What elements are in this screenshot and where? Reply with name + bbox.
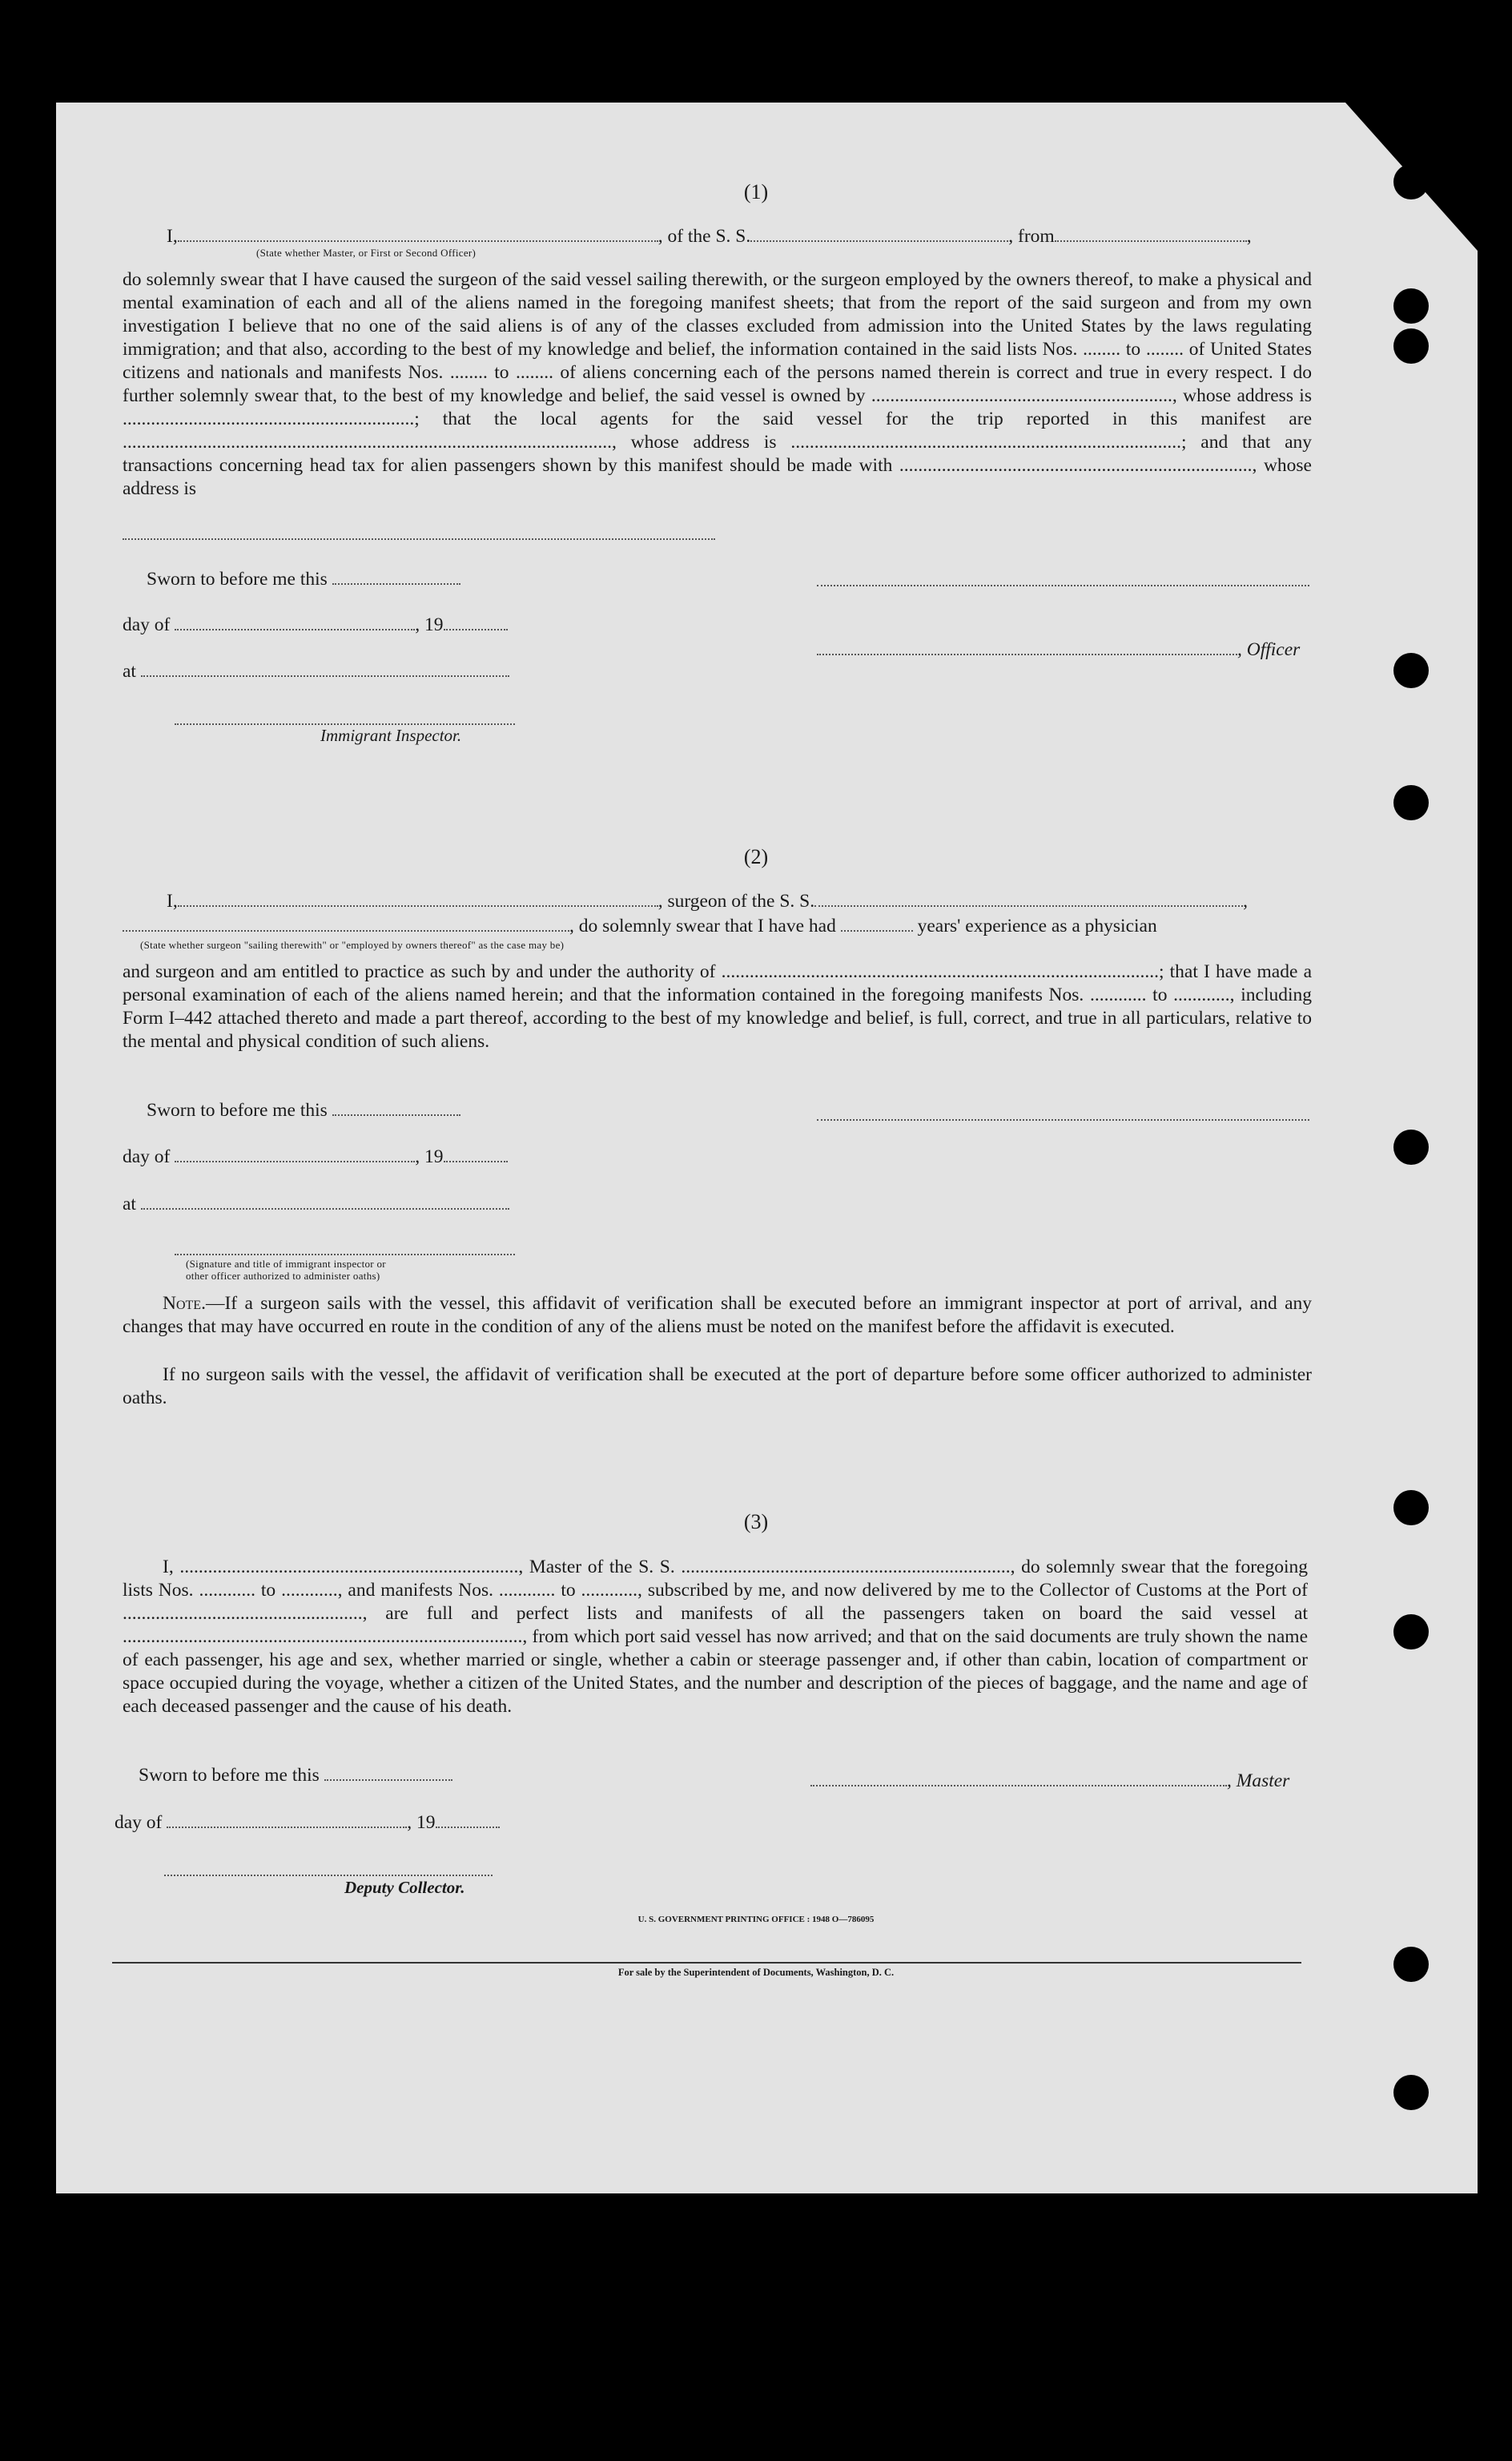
master-oath-line: I, , of the S. S. , from ,	[167, 226, 1252, 247]
signature-line-3	[175, 1254, 515, 1255]
punch-hole	[1393, 1614, 1429, 1649]
punch-hole	[1393, 288, 1429, 324]
punch-hole	[1393, 653, 1429, 688]
signature-line-2	[817, 1119, 1309, 1121]
punch-hole	[1393, 2075, 1429, 2110]
day-of-line-1: day of , 19	[123, 614, 508, 636]
section-3-body: I, ........................................................................, Master of the S. S. ......................................................................, do solemnly swear that the foregoing lists Nos. ............ to ............, and manifests Nos. ............ to ............, subscribed by me, and now delivered by me to the Collector of Customs at the Port of ..................................................., are full and perfect lists and manifests of all the passengers taken on board the said vessel at ....................................................................................., from which port said vessel has now arrived; and that on the said documents are truly shown the name of each passenger, his age and sex, whether married or single, whether a cabin or steerage passenger and, if other than cabin, location of compartment or space occupied during the voyage, whether a citizen of the United States, and the number and description of the pieces of baggage, and the name and age of each deceased passenger and the cause of his death.	[123, 1557, 1308, 1717]
oath-i: I,	[167, 226, 178, 247]
section-2-body: and surgeon and am entitled to practice as such by and under the authority of .............................................................................................; that I have made a personal examination of each of the aliens named herein; and that the information contained in the foregoing manifests Nos. ............ to ............, including Form I–442 attached thereto and made a part thereof, according to the best of my knowledge and belief, is full, correct, and true in all particulars, relative to the mental and physical condition of such aliens.	[123, 961, 1312, 1052]
surgeon-oath-line: I, , surgeon of the S. S. ,	[167, 891, 1248, 912]
signature-note-1: (Signature and title of immigrant inspector or	[186, 1258, 386, 1270]
oath-of-ss: , of the S. S.	[657, 226, 751, 247]
section-2-number: (2)	[743, 845, 769, 868]
master-signature-line: , Master	[810, 1770, 1289, 1792]
day-of-line-3: day of , 19	[115, 1812, 500, 1834]
at-line-1: at	[123, 661, 509, 683]
for-sale-notice: For sale by the Superintendent of Documents, Washington, D. C.	[617, 1967, 895, 1978]
day-of-line-2: day of , 19	[123, 1146, 508, 1168]
immigrant-inspector-label: Immigrant Inspector.	[320, 726, 462, 745]
surgeon-note: (State whether surgeon "sailing therewith" or "employed by owners thereof" as the case may be)	[140, 939, 565, 951]
section-3-number: (3)	[743, 1510, 769, 1533]
sworn-line-1: Sworn to before me this	[147, 569, 460, 590]
section-1-body: do solemnly swear that I have caused the surgeon of the said vessel sailing therewith, or the surgeon employed by the owners thereof, to make a physical and mental examination of each and all of the aliens named in the foregoing manifest sheets; that from the report of the said surgeon and from my own investigation I believe that no one of the said aliens is of any of the classes excluded from admission into the United States by the laws regulating immigration; and that also, according to the best of my knowledge and belief, the information contained in the said lists Nos. ........ to ........ of United States citizens and nationals and manifests Nos. ........ to ........ of aliens concerning each of the persons named therein is correct and true in every respect. I do further solemnly swear that, to the best of my knowledge and belief, the said vessel is owned by ................................................................, whose address is ..............................................................; that the local agents for the said vessel for the trip reported in this manifest are ........................................................................................................, whose address is ...................................................................................; and that any transactions concerning head tax for alien passengers shown by this manifest should be made with ..........................................................................., whose address is	[123, 269, 1312, 499]
note-paragraph-2: If no surgeon sails with the vessel, the affidavit of verification shall be executed at the port of departure before some officer authorized to administer oaths.	[123, 1364, 1312, 1408]
signature-line-1	[817, 585, 1309, 586]
deputy-signature-line	[164, 1875, 493, 1876]
at-line-2: at	[123, 1194, 509, 1215]
punch-hole	[1393, 328, 1429, 364]
inspector-signature-line	[175, 723, 515, 725]
punch-hole	[1393, 1130, 1429, 1165]
note-paragraph-1: Note.—If a surgeon sails with the vessel, this affidavit of verification shall be executed before an immigrant inspector at port of arrival, and any changes that may have occurred en route in the condition of any of the aliens must be noted on the manifest before the affidavit is executed.	[123, 1293, 1312, 1337]
officer-line: , Officer	[817, 639, 1300, 661]
printing-office-imprint: U. S. GOVERNMENT PRINTING OFFICE : 1948 O—786095	[637, 1915, 875, 1924]
oath-from: , from	[1008, 226, 1055, 247]
surgeon-swear-line: , do solemnly swear that I have had years' experience as a physician	[123, 916, 1157, 937]
signature-note-2: other officer authorized to administer oaths)	[186, 1270, 380, 1282]
footer-rule	[112, 1962, 1301, 1964]
punch-hole	[1393, 785, 1429, 820]
section-1-number: (1)	[743, 180, 769, 203]
sworn-line-2: Sworn to before me this	[147, 1100, 460, 1122]
sworn-line-3: Sworn to before me this	[139, 1765, 452, 1786]
address-line	[123, 538, 715, 540]
rank-note: (State whether Master, or First or Second Officer)	[256, 247, 477, 259]
deputy-collector-label: Deputy Collector.	[344, 1878, 465, 1897]
